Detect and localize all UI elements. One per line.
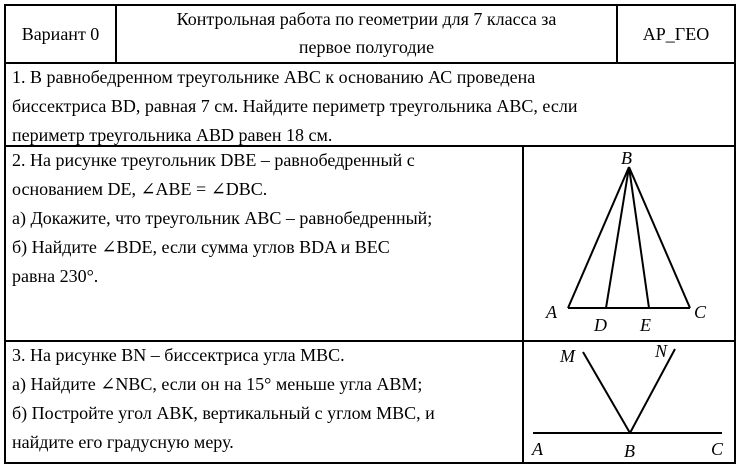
task-2-line-4: б) Найдите ∠BDE, если сумма углов BDA и BEC <box>12 237 390 257</box>
title-line-1: Контрольная работа по геометрии для 7 класса за <box>176 9 557 29</box>
label-b: B <box>621 148 632 168</box>
label-a3: A <box>532 439 543 459</box>
task-3-line-3: б) Постройте угол АВК, вертикальный с углом МВС, и <box>12 403 435 423</box>
task-1-line-2: биссектриса BD, равная 7 см. Найдите периметр треугольника АВС, если <box>12 96 578 116</box>
worksheet-title <box>117 4 616 62</box>
task-1 <box>12 62 730 150</box>
label-a: A <box>546 302 557 322</box>
variant-text: Вариант 0 <box>21 23 100 44</box>
task-2-line-5: равна 230°. <box>12 266 99 286</box>
segment-bd <box>606 167 629 308</box>
ray-bn <box>630 349 675 433</box>
task-2-line-2: основанием DE, ∠ABE = ∠DBC. <box>12 179 268 199</box>
variant-label <box>6 6 115 62</box>
subject-code-text: АР_ГЕО <box>642 23 710 44</box>
task-3-line-4: найдите его градусную меру. <box>12 432 234 452</box>
task-3 <box>12 340 516 457</box>
label-b3: B <box>624 441 635 461</box>
title-line-2: первое полугодие <box>298 37 435 57</box>
ray-bm <box>583 352 630 433</box>
label-n: N <box>655 342 668 361</box>
label-d: D <box>594 315 607 335</box>
table-border-right <box>734 4 736 464</box>
task-1-line-1: 1. В равнобедренном треугольнике АВС к основанию АС проведена <box>12 67 536 87</box>
label-m: M <box>560 346 575 366</box>
task-1-line-3: периметр треугольника ABD равен 18 см. <box>12 125 333 145</box>
task-3-line-1: 3. На рисунке BN – биссектриса угла MBC. <box>12 345 345 365</box>
task-2-triangle-figure <box>524 147 734 340</box>
label-c: C <box>694 302 707 322</box>
task-2-line-3: а) Докажите, что треугольник ABC – равнобедренный; <box>12 208 433 228</box>
subject-code <box>618 6 734 62</box>
label-e: E <box>640 315 651 335</box>
label-c3: C <box>711 439 724 459</box>
segment-ab <box>568 167 629 308</box>
task-3-line-2: а) Найдите ∠NBC, если он на 15° меньше угла АВМ; <box>12 374 423 394</box>
task-2 <box>12 145 516 291</box>
table-border-left <box>4 4 6 464</box>
task-2-line-1: 2. На рисунке треугольник DBE – равнобедренный с <box>12 150 415 170</box>
task-3-angle-figure <box>524 342 734 462</box>
table-border-bottom <box>4 462 736 464</box>
